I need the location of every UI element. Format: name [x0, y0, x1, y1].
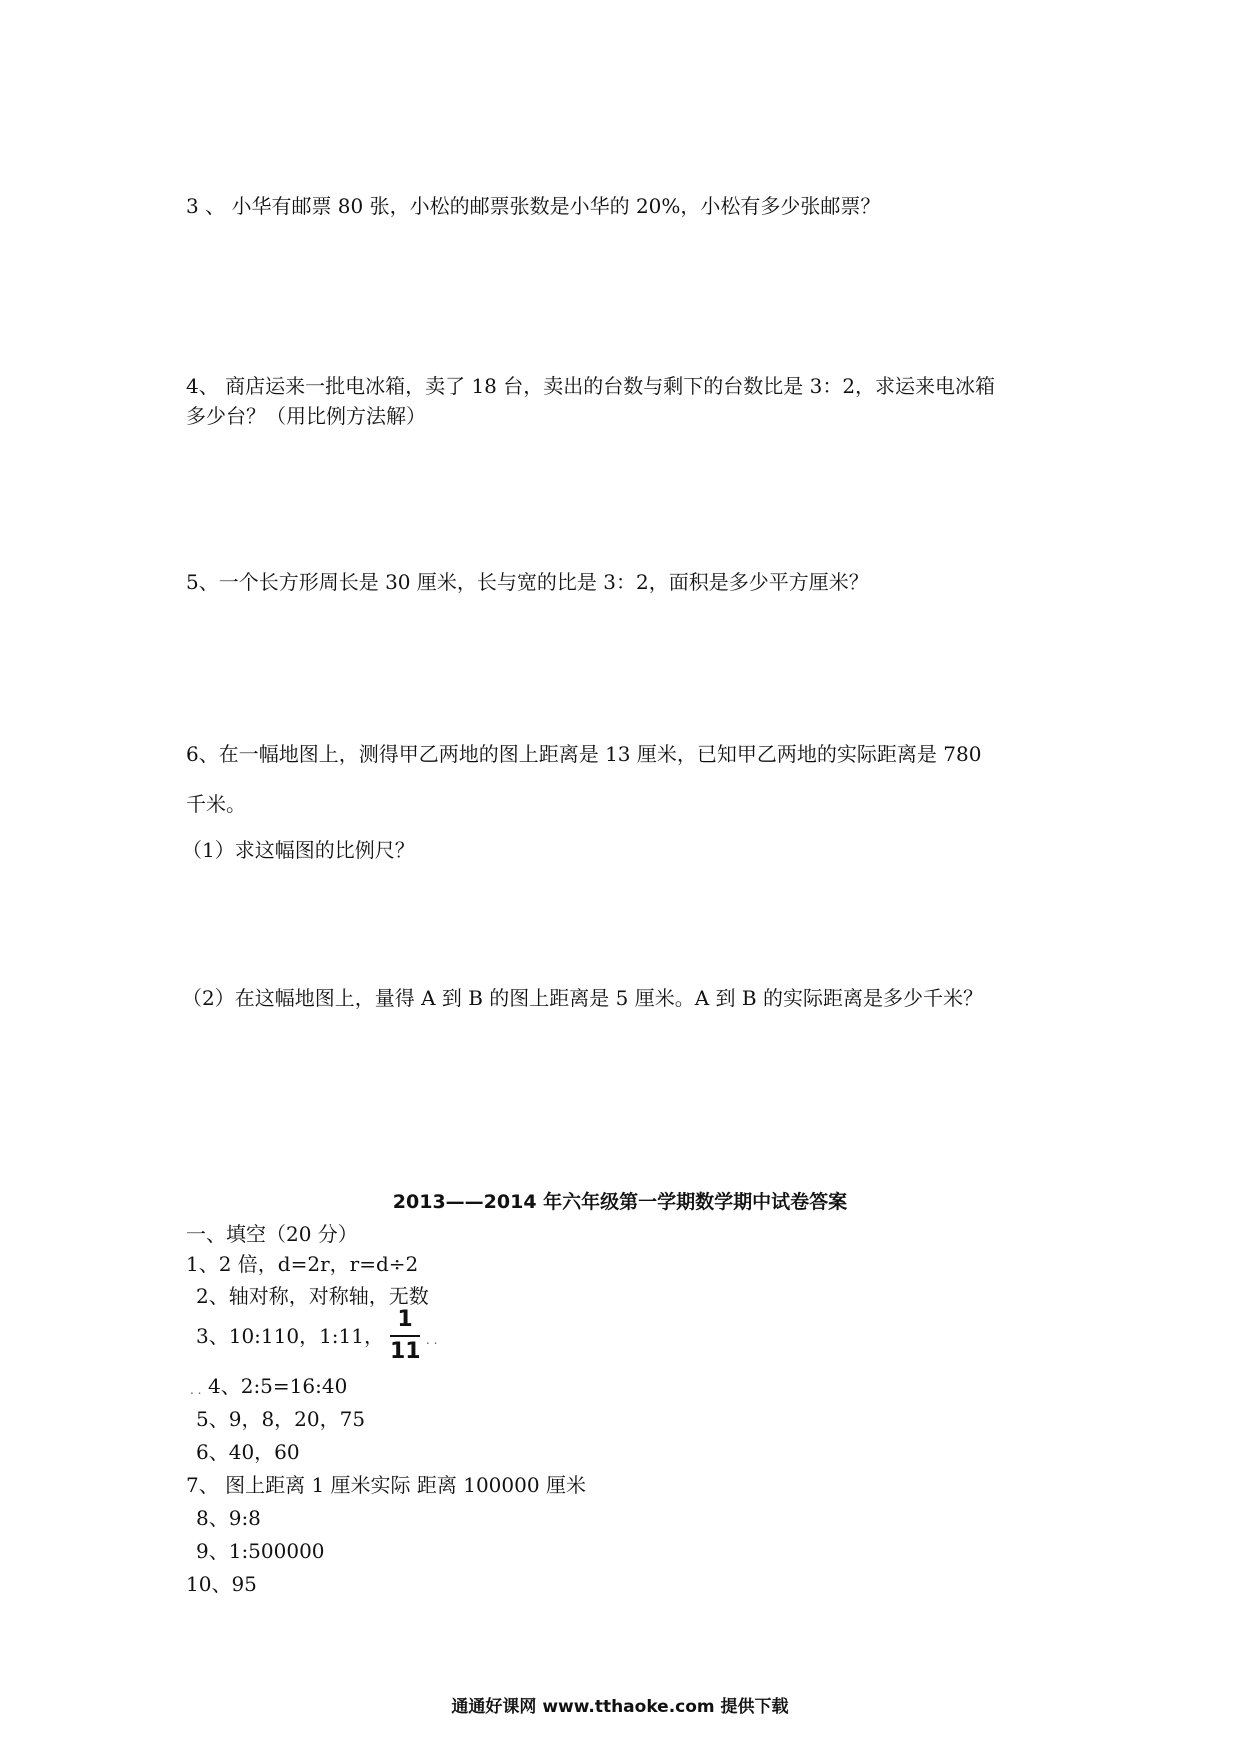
- answer-3: 3、10:110，1:11，: [196, 1324, 384, 1348]
- fraction-numerator: 1: [397, 1307, 413, 1332]
- answer-10: 10、95: [186, 1572, 257, 1596]
- answer-2: 2、轴对称，对称轴，无数: [196, 1284, 429, 1308]
- answer-7: 7、 图上距离 1 厘米实际 距离 100000 厘米: [186, 1473, 586, 1497]
- question-4-line-1: 4、 商店运来一批电冰箱，卖了 18 台，卖出的台数与剩下的台数比是 3：2，求运来电冰箱: [186, 374, 996, 398]
- answer-5: 5、9，8，20，75: [196, 1407, 366, 1431]
- question-6-line-2: 千米。: [186, 792, 246, 816]
- answer-section-heading: 一、填空（20 分）: [186, 1222, 358, 1246]
- answer-6: 6、40，60: [196, 1440, 300, 1464]
- question-6-sub-2: （2）在这幅地图上，量得 A 到 B 的图上距离是 5 厘米。A 到 B 的实际距离是多少千米？: [182, 986, 983, 1010]
- answer-title: 2013——2014 年六年级第一学期数学期中试卷答案: [392, 1191, 848, 1213]
- question-6-line-1: 6、在一幅地图上，测得甲乙两地的图上距离是 13 厘米，已知甲乙两地的实际距离是 780: [186, 742, 982, 766]
- answer-1: 1、2 倍，d=2r，r=d÷2: [186, 1252, 419, 1276]
- answer-3-fraction: [390, 1307, 420, 1365]
- footer-credit: 通通好课网 www.tthaoke.com 提供下载: [451, 1697, 789, 1717]
- answer-8: 8、9:8: [196, 1506, 261, 1530]
- question-3: 3 、 小华有邮票 80 张，小松的邮票张数是小华的 20%，小松有多少张邮票？: [186, 194, 881, 218]
- question-4-line-2: 多少台？（用比例方法解）: [186, 404, 426, 428]
- answer-4: 4、2:5=16:40: [208, 1374, 348, 1398]
- answer-9: 9、1:500000: [196, 1539, 325, 1563]
- scan-dots: . .: [426, 1333, 438, 1347]
- fraction-bar: [390, 1335, 420, 1337]
- question-6-sub-1: （1）求这幅图的比例尺？: [182, 838, 415, 862]
- fraction-denominator: 11: [390, 1339, 421, 1364]
- question-5: 5、一个长方形周长是 30 厘米，长与宽的比是 3：2，面积是多少平方厘米？: [186, 570, 869, 594]
- scan-dots: . .: [190, 1383, 202, 1397]
